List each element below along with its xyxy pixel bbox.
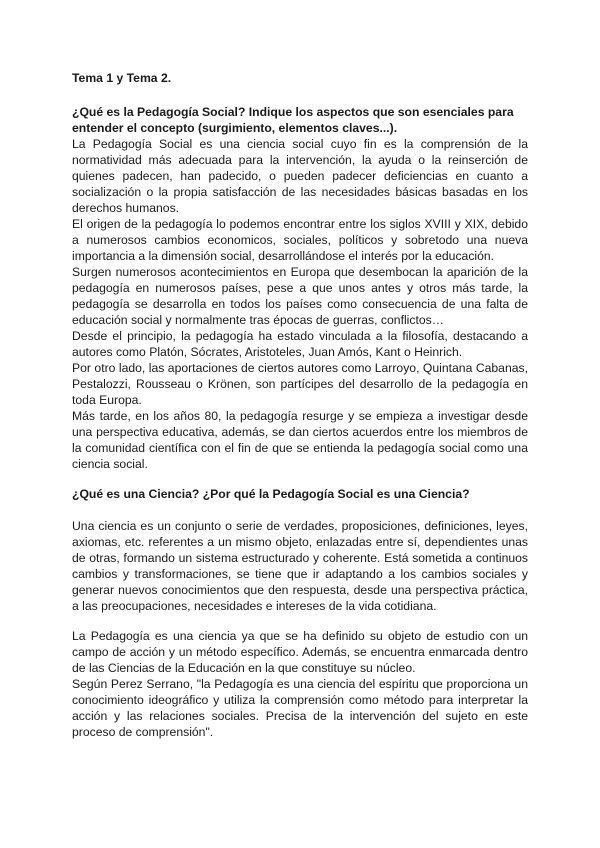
section1-paragraph-1: La Pedagogía Social es una ciencia social cuyo fin es la comprensión de la normatividad más adecuada para la intervención, la ayuda o la reinserción de quienes padecen, han padecido, o pueden padecer deficiencias en cuanto a socialización o la propia satisfacción de las necesidades básicas basadas en los derechos humanos. xyxy=(72,137,528,215)
section2-paragraph-2: La Pedagogía es una ciencia ya que se ha definido su objeto de estudio con un campo de acción y un método específico. Además, se encuentra enmarcada dentro de las Ciencias de la Educación en la que constituye su núcleo. xyxy=(72,629,528,675)
spacer xyxy=(72,614,528,628)
section1-paragraph-2: El origen de la pedagogía lo podemos encontrar entre los siglos XVIII y XIX, debido a numerosos cambios economicos, sociales, políticos y sobretodo una nueva importancia a la dimensión social, desarrollándose el interés por la educación. xyxy=(72,217,528,263)
section1-paragraph-6: Más tarde, en los años 80, la pedagogía resurge y se empieza a investigar desde una perspectiva educativa, además, se dan ciertos acuerdos entre los miembros de la comunidad científica con el fin de que se entienda la pedagogía social como una ciencia social. xyxy=(72,409,528,471)
section1-paragraph-3: Surgen numerosos acontecimientos en Europa que desembocan la aparición de la pedagogía en numerosos países, pese a que unos antes y otros más tarde, la pedagogía se desarrolla en todos los países como consecuencia de una falta de educación social y normalmente tras épocas de guerras, conflictos… xyxy=(72,265,528,327)
section2-question: ¿Qué es una Ciencia? ¿Por qué la Pedagogía Social es una Ciencia? xyxy=(72,487,470,501)
topic-title: Tema 1 y Tema 2. xyxy=(72,71,172,85)
section1-paragraph-4: Desde el principio, la pedagogía ha estado vinculada a la filosofía, destacando a autores como Platón, Sócrates, Aristoteles, Juan Amós, Kant o Heinrich. xyxy=(72,329,528,359)
section1-paragraph-5: Por otro lado, las aportaciones de ciertos autores como Larroyo, Quintana Cabanas, Pestalozzi, Rousseau o Krönen, son partícipes del desarrollo de la pedagogía en toda Europa. xyxy=(72,361,528,407)
section2-paragraph-1: Una ciencia es un conjunto o serie de verdades, proposiciones, definiciones, leyes, axiomas, etc. referentes a un mismo objeto, enlazadas entre sí, dependientes unas de otras, formando un sistema estructurado y coherente. Está sometida a continuos cambios y transformaciones, se tiene que ir adaptando a los cambios sociales y generar nuevos conocimientos que den respuesta, desde una perspectiva práctica, a las preocupaciones, necesidades e intereses de la vida cotidiana. xyxy=(72,519,528,613)
section2-paragraph-3: Según Perez Serrano, "la Pedagogía es una ciencia del espíritu que proporciona un conocimiento ideográfico y utiliza la comprensión como método para interpretar la acción y las relaciones sociales. Precisa de la intervención del sujeto en este proceso de comprensión". xyxy=(72,677,528,739)
section1-question: ¿Qué es la Pedagogía Social? Indique los aspectos que son esenciales para entender el concepto (surgimiento, elementos claves...). xyxy=(72,105,514,135)
